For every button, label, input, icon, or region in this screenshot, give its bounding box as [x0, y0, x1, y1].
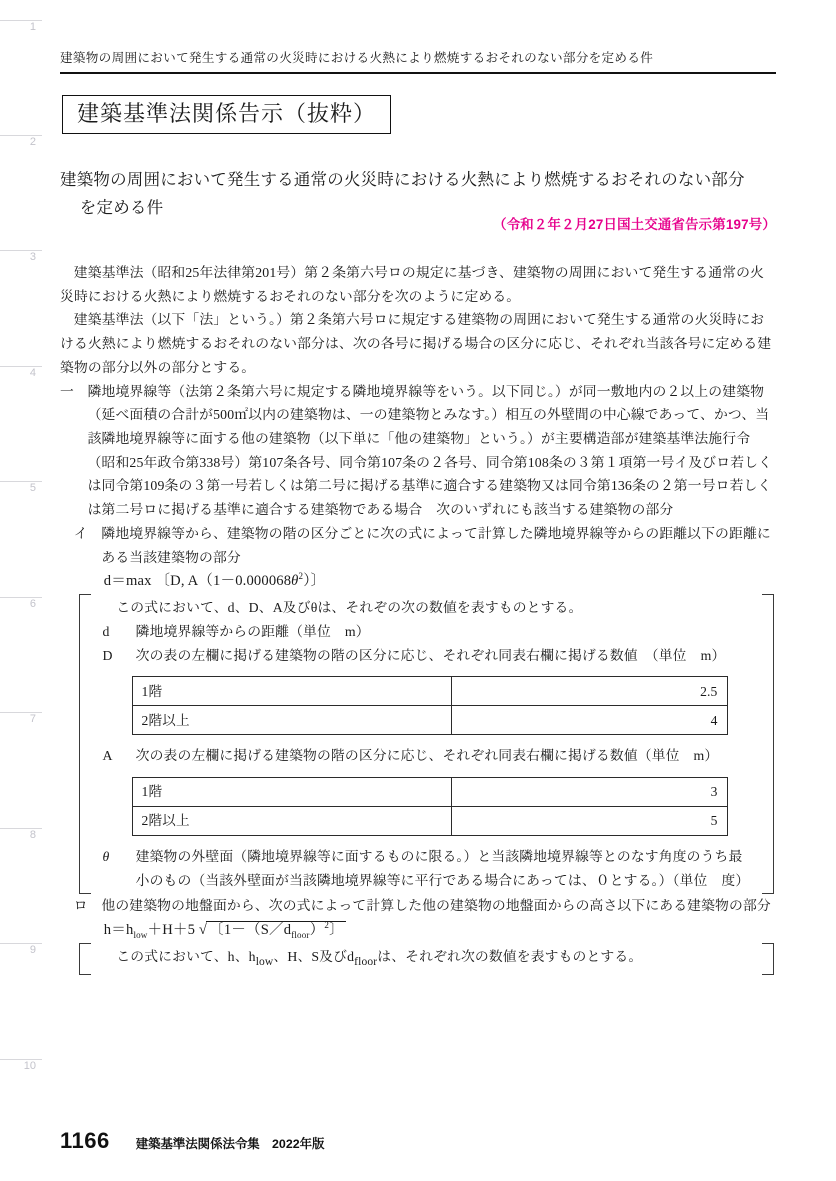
list-item-ro — [74, 894, 776, 918]
page-title-line2: を定める件 — [79, 198, 164, 218]
list-item-marker: イ — [73, 525, 88, 541]
formula-height-h — [104, 918, 776, 943]
section-title-label: 建築基準法関係告示（抜粋） — [77, 101, 377, 126]
formula-hlow-subscript: low — [133, 930, 148, 941]
formula-function: max — [126, 573, 152, 590]
definition-text: 建築物の外壁面（隣地境界線等に面するものに限る。）と当該隣地境界線等とのなす角度のうち最小のもの（当該外壁面が当該隣地境界線等に平行である場合にあっては、０とする。）（単位 度） — [135, 849, 750, 888]
margin-index-column — [0, 0, 42, 1181]
formula-exponent: 2 — [298, 571, 304, 582]
list-item-marker: ロ — [73, 898, 88, 914]
table-cell-floor: 2階以上 — [132, 807, 451, 836]
definition-symbol: D — [102, 647, 113, 663]
page-number: 1166 — [60, 1128, 110, 1153]
formula-inner-close: ） — [309, 922, 325, 939]
bracket-left — [79, 594, 91, 894]
margin-index-number: 6 — [29, 598, 36, 610]
margin-index-number: 4 — [29, 367, 36, 379]
margin-index-number: 7 — [29, 713, 36, 725]
list-item-i — [74, 522, 776, 569]
table-cell-floor: 1階 — [132, 677, 451, 706]
definition-text: 次の表の左欄に掲げる建築物の階の区分に応じ、それぞれ同表右欄に掲げる数値（単位 m） — [135, 748, 719, 764]
definition-row-D — [103, 644, 750, 668]
formula-close: ）〕 — [303, 573, 326, 590]
paragraph: 建築基準法（昭和25年法律第201号）第２条第六号ロの規定に基づき、建築物の周囲において発生する通常の火災時における火熱により燃焼するおそれのない部分を次のように定める。 — [60, 265, 764, 304]
bracket-right — [762, 943, 774, 975]
promulgation-text: （令和２年２月27日国土交通省告示第197号） — [493, 217, 776, 232]
table-cell-floor: 2階以上 — [132, 706, 451, 735]
definition-text: 次の表の左欄に掲げる建築物の階の区分に応じ、それぞれ同表右欄に掲げる数値 （単位 m） — [135, 647, 726, 663]
margin-index-number: 8 — [29, 829, 36, 841]
formula-dfloor-subscript: floor — [291, 930, 310, 941]
definition-subscript-floor: floor — [354, 956, 378, 969]
table-cell-value: 4 — [451, 706, 727, 735]
definition-intro: この式において、d、D、A及びθは、それぞの次の数値を表すものとする。 — [116, 600, 583, 616]
definition-subscript-low: low — [255, 956, 274, 969]
margin-index-number: 5 — [29, 482, 36, 494]
margin-index-number: 1 — [29, 21, 36, 33]
definition-intro-mid: 、H、S及びd — [273, 949, 355, 965]
margin-index-number: 9 — [29, 944, 36, 956]
margin-index-number: 3 — [29, 251, 36, 263]
bracket-right — [762, 594, 774, 894]
page-footer — [60, 1128, 776, 1154]
definition-text: 隣地境界線等からの距離（単位 m） — [135, 623, 370, 639]
formula-lhs: h — [103, 922, 112, 939]
list-item-marker: 一 — [60, 383, 74, 399]
table-cell-value: 3 — [451, 778, 727, 807]
running-head: 建築物の周囲において発生する通常の火災時における火熱により燃焼するおそれのない部分を定める件 — [60, 51, 654, 65]
formula-lhs: d — [103, 573, 112, 590]
definition-intro — [103, 945, 750, 973]
margin-index-number: 2 — [29, 136, 36, 148]
definition-symbol: A — [102, 748, 113, 764]
list-item-1 — [60, 380, 776, 522]
definition-row-theta — [103, 845, 750, 892]
table-D-values — [132, 676, 728, 735]
definition-intro-post: は、それぞれ次の数値を表すものとする。 — [377, 949, 643, 965]
formula-open: 〔D, A（1－0.000068 — [155, 573, 292, 590]
formula-inner-open: 〔1－（S／d — [209, 922, 292, 939]
formula-inner-end: 〕 — [329, 922, 344, 939]
formula-hlow: h — [126, 922, 134, 939]
table-row — [132, 778, 727, 807]
radical-icon: √ — [198, 922, 208, 939]
footer-title: 建築基準法関係法令集 2022年版 — [135, 1137, 325, 1151]
formula-equals: ＝ — [111, 922, 126, 939]
definition-block-h — [77, 943, 776, 975]
table-row — [132, 677, 727, 706]
formula-inner-exponent: 2 — [324, 920, 330, 931]
definition-row-d — [103, 620, 750, 644]
definition-intro-pre: この式において、h、h — [116, 949, 256, 965]
table-row — [132, 706, 727, 735]
section-title-box — [62, 95, 391, 134]
bracket-left — [79, 943, 91, 975]
paragraph: 建築基準法（以下「法」という。）第２条第六号ロに規定する建築物の周囲において発生する通常の火災時における火熱により燃焼するおそれのない部分は、次の各号に掲げる場合の区分に応じ、それぞれ当該各号に定める建築物の部分以外の部分とする。 — [60, 312, 772, 375]
page-title-line1: 建築物の周囲において発生する通常の火災時における火熱により燃焼するおそれのない部分 — [60, 170, 745, 189]
table-A-values — [132, 777, 728, 836]
formula-theta: θ — [291, 573, 299, 590]
document-body — [60, 261, 776, 975]
definition-symbol: θ — [102, 849, 110, 865]
promulgation-reference — [60, 214, 776, 233]
list-item-text: 隣地境界線等から、建築物の階の区分ごとに次の式によって計算した隣地境界線等からの距離以下の距離にある当該建築物の部分 — [101, 525, 771, 565]
running-head-rule — [60, 72, 776, 74]
formula-distance-d — [104, 569, 776, 594]
table-cell-value: 2.5 — [451, 677, 727, 706]
definition-block-d — [77, 594, 776, 894]
list-item-text: 他の建築物の地盤面から、次の式によって計算した他の建築物の地盤面からの高さ以下にある建築物の部分 — [101, 898, 771, 914]
formula-equals: ＝ — [111, 573, 126, 590]
definition-row-A — [103, 744, 750, 768]
table-cell-value: 5 — [451, 807, 727, 836]
formula-terms: ＋H＋5 — [147, 922, 196, 939]
formula-radicand — [206, 920, 346, 941]
margin-index-number: 10 — [23, 1060, 36, 1072]
definition-symbol: d — [102, 623, 110, 639]
table-row — [132, 807, 727, 836]
table-cell-floor: 1階 — [132, 778, 451, 807]
list-item-text: 隣地境界線等（法第２条第六号に規定する隣地境界線等をいう。以下同じ。）が同一敷地内の２以上の建築物（延べ面積の合計が500㎡以内の建築物は、一の建築物とみなす。）相互の外壁間の中心線であって、かつ、当該隣地境界線等に面する他の建築物（以下単に「他の建築物」という。）が主要構造部が建築基準法施行令（昭和25年政令第338号）第107条各号、同令第107条の２各号、同令第108条の３第１項第一号イ及びロ若しくは同令第109条の３第一号若しくは第二号に掲げる基準に適合する建築物又は同令第136条の２第一号ロ若しくは第二号ロに掲げる基準に適合する建築物である場合 次のいずれにも該当する建築物の部分 — [87, 383, 773, 518]
